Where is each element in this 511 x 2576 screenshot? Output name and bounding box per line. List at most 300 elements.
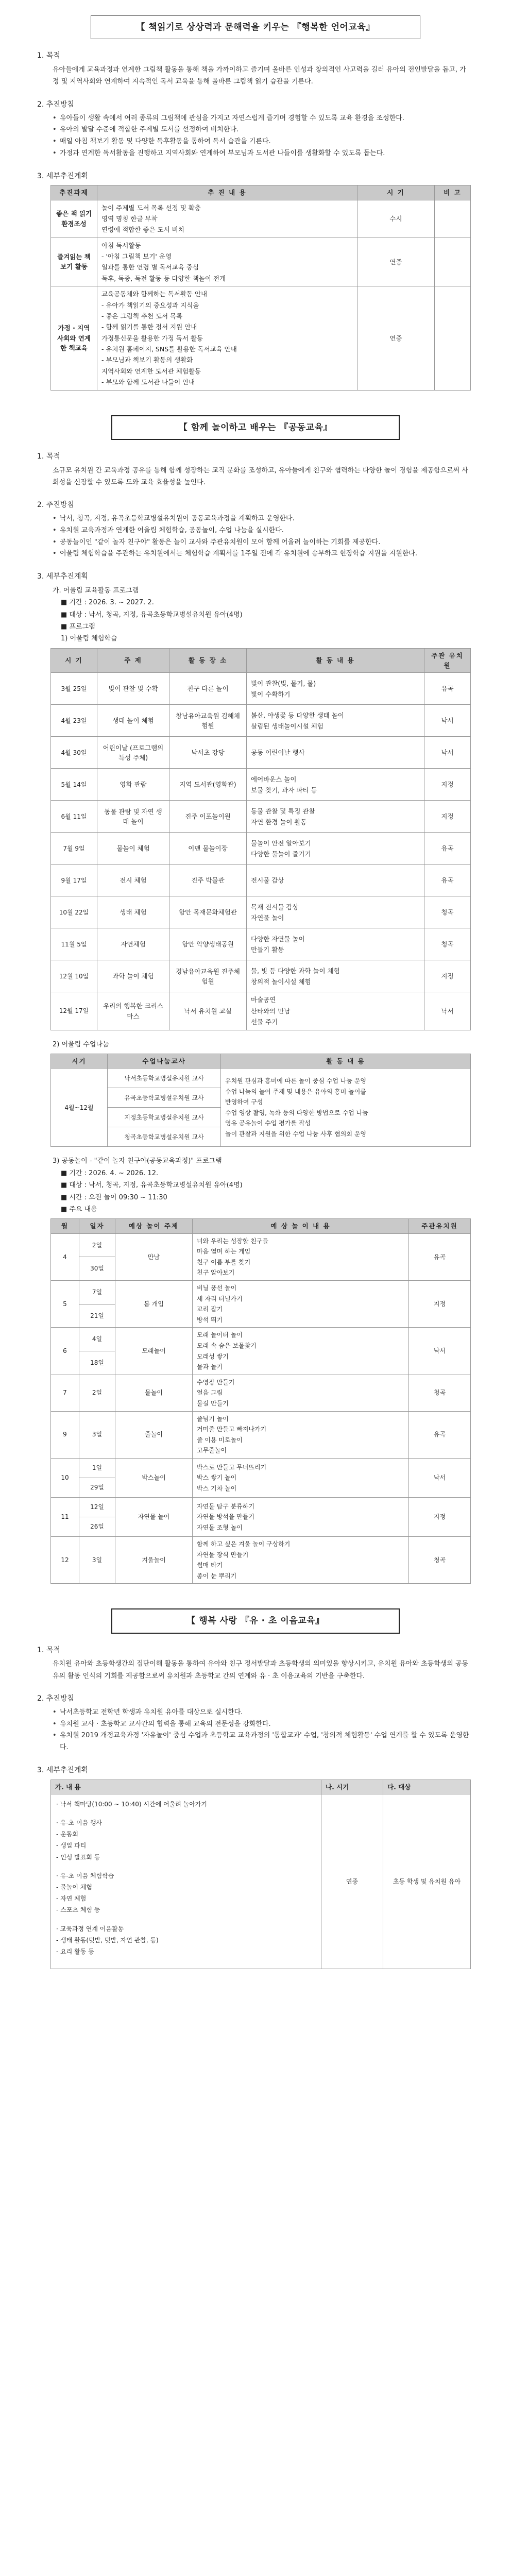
day-cell: 4일 [79,1328,115,1351]
host-cell: 청곡 [424,896,471,928]
activity-line: 동물 관찰 및 특징 관찰 [251,807,315,815]
activity-cell [247,992,424,1030]
task-cell: 좋은 책 읽기 환경조성 [51,200,97,238]
content-line: 자연물 조형 놀이 [197,1523,243,1531]
host-cell: 청곡 [409,1536,471,1583]
content-line: 거미줄 만들고 빠져나가기 [197,1426,267,1433]
content-line: 물길 만들기 [197,1399,229,1407]
content-line: · 낙서 책마당(10:00 ~ 10:40) 시간에 어울려 놀아가기 [56,1800,207,1808]
content-line: 모래 속 숨은 보물찾기 [197,1342,257,1350]
content-line: ■ 주요 내용 [61,1205,97,1213]
host-cell: 낙서 [424,992,471,1030]
content-line: - 유아가 책읽기의 중요성과 지식을 [101,301,199,309]
table-row [51,1794,471,1969]
note-cell [435,238,471,286]
joint-play-rows [51,1233,471,1584]
table-row [51,928,471,960]
policy-list [53,113,471,160]
table-row [51,769,471,801]
policy-item: • 유치원 교육과정과 연계한 어울림 체험학습, 공동놀이, 수업 나눔을 실시한다. [53,525,471,537]
month-cell: 6 [51,1328,79,1375]
month-cell: 12 [51,1536,79,1583]
activity-cell [247,705,424,737]
content-line: 모래 놀이터 놀이 [197,1331,243,1339]
activity-line: 자연 환경 놀이 활동 [251,818,307,826]
content-line: 영역 명칭 한글 부착 [101,214,158,223]
policy-item: • 낙서초등학교 전학년 학생과 유치원 유아를 대상으로 실시한다. [53,1707,471,1719]
date-cell: 11월 5일 [51,928,97,960]
table-row [51,1375,471,1411]
date-cell: 4월 30일 [51,737,97,769]
target-cell: 초등 학생 및 유치원 유아 [383,1794,471,1969]
target-line: ■ 대상 : 낙서, 청곡, 지정, 유곡초등학교병설유치원 유아(4명) [61,1181,243,1190]
content-line: · 유-초 이음 체험학습 [56,1872,114,1879]
place-cell: 진주 이포놀이원 [169,801,247,833]
table-row [51,960,471,992]
host-cell: 낙서 [424,737,471,769]
content-cell [193,1375,409,1411]
table-row [51,1536,471,1583]
activity-line: 빛이 수확하기 [251,690,291,698]
content-line: - 유치원 홈페이지, SNS를 활용한 독서교육 안내 [101,345,237,353]
content-line: - 부모와 함께 도서관 나들이 안내 [101,378,195,386]
section-title: 【 책읽기로 상상력과 문해력을 키우는 『행복한 언어교육』 [91,15,420,39]
topic-cell: 빛이 관찰 및 수확 [97,673,169,705]
topic-cell: 생태 체험 [97,896,169,928]
content-line: 방석 뛰기 [197,1316,223,1324]
content-line: 줄넘기 놀이 [197,1415,229,1422]
month-cell: 10 [51,1458,79,1497]
activity-cell [247,960,424,992]
task-cell: 즐겨읽는 책보기 활동 [51,238,97,286]
place-cell: 이맨 물놀이장 [169,833,247,865]
content-line: 가정통신문을 활용한 가정 독서 활동 [101,334,203,342]
table-row [51,705,471,737]
activity-cell [247,833,424,865]
table-row [51,238,471,286]
table-row [51,737,471,769]
theme-cell: 박스놀이 [115,1458,193,1497]
purpose-text: 유아들에게 교육과정과 연계한 그림책 활동을 통해 책을 가까이하고 즐기며 올바른 인성과 창의적인 사고력을 길러 유아의 전인발달을 돕고, 가정 및 지역사회와 연계하여 지속적인 독서 교육을 통해 올바른 그림책 읽기 습관을 기른다. [53,66,466,86]
host-cell: 지정 [424,769,471,801]
heading-plan: 3. 세부추진계획 [37,172,88,180]
place-cell: 진주 박물관 [169,865,247,896]
table-row [51,1497,471,1517]
content-line: 박스 기차 놀이 [197,1484,237,1492]
content-line: 교육공동체와 함께하는 독서활동 안내 [101,290,208,298]
col-header: 활 동 장 소 [169,648,247,673]
policy-list [53,513,471,560]
content-line: 유치원 관심과 흥미에 따른 놀이 중심 수업 나눔 운영 [225,1077,366,1085]
section-title: 【 함께 놀이하고 배우는 『공동교육』 [111,415,400,440]
table-row [51,673,471,705]
date-cell: 4월~12월 [51,1069,108,1147]
joint-play-table [50,1218,471,1584]
topic-cell: 영화 관람 [97,769,169,801]
activity-line: 마술공연 [251,996,276,1004]
topic-cell: 우리의 행복한 크리스마스 [97,992,169,1030]
content-line: 놀이 관찰과 지원을 위한 수업 나눔 사후 협의회 운영 [225,1130,366,1138]
host-cell: 청곡 [409,1375,471,1411]
activity-line: 살림된 생태놀이시설 체험 [251,722,323,730]
place-cell: 낙서초 강당 [169,737,247,769]
heading-policy: 2. 추진방침 [37,100,74,109]
policy-item: • 낙서, 청곡, 지정, 유곡초등학교병설유치원이 공동교육과정을 계획하고 운영한다. [53,513,471,525]
col-header: 활 동 내 용 [247,648,424,673]
content-line: 자연물 방석을 만들기 [197,1513,254,1521]
col-header: 수업나눔교사 [108,1054,221,1068]
month-cell: 5 [51,1281,79,1328]
date-cell: 4월 23일 [51,705,97,737]
program-subtitle: 3) 공동놀이 - "같이 놀자 친구야(공동교육과정)" 프로그램 [53,1157,222,1165]
bridge-plan-table [50,1780,471,1970]
content-line: 종이 눈 뿌리기 [197,1572,237,1580]
date-cell: 6월 11일 [51,801,97,833]
table-row [51,200,471,238]
policy-item: • 공동놀이인 "같이 놀자 친구야" 활동은 놀이 교사와 주관유치원이 모여 함께 어울려 놀이하는 기회를 제공한다. [53,537,471,549]
table-row [51,1458,471,1478]
activity-line: 다양한 물놀이 즐기기 [251,850,311,858]
host-cell: 유곡 [409,1233,471,1280]
heading-purpose: 1. 목적 [37,452,60,461]
theme-cell: 줄놀이 [115,1411,193,1458]
col-header: 시기 [51,1054,108,1068]
content-cell [193,1411,409,1458]
teacher-cell: 유곡초등학교병설유치원 교사 [108,1088,221,1108]
content-group [56,1923,316,1958]
policy-item: • 매일 아침 책보기 활동 및 다양한 독후활동을 통하여 독서 습관을 기른다. [53,136,471,148]
activity-line: 봄산, 야생꽃 등 다양한 생태 놀이 [251,711,344,719]
content-line: 수업 나눔의 놀이 주제 및 내용은 유아의 흥미 놀이를 [225,1088,366,1095]
content-line: 수업 영상 촬영, 녹화 등의 다양한 방법으로 수업 나눔 [225,1109,368,1116]
when-cell: 연중 [321,1794,383,1969]
content-line: 마음 열며 하는 게임 [197,1248,251,1256]
content-line: 함께 하고 싶은 겨울 놀이 구상하기 [197,1540,291,1548]
task-cell: 가정 · 지역사회와 연계한 책교육 [51,286,97,390]
section-title: 【 행복 사랑 『유 · 초 이음교육』 [111,1608,400,1633]
content-line: - 운동회 [56,1831,78,1838]
content-cell [97,238,357,286]
content-line: - 생일 파티 [56,1842,87,1850]
heading-plan: 3. 세부추진계획 [37,572,88,581]
content-cell [193,1458,409,1497]
activity-cell [247,865,424,896]
teacher-cell: 지정초등학교병설유치원 교사 [108,1108,221,1127]
note-cell [435,286,471,390]
date-cell: 5월 14일 [51,769,97,801]
content-line: - 인성 발표회 등 [56,1853,100,1861]
content-line: 박스 쌓기 놀이 [197,1474,237,1482]
host-cell: 유곡 [424,865,471,896]
content-cell [97,200,357,238]
section-kindergarten-elementary [30,1608,481,1969]
content-line: 놀이 주제별 도서 목록 선정 및 확충 [101,204,201,212]
field-trip-rows [51,673,471,1030]
content-line: - '아침 그림책 보기' 운영 [101,252,172,261]
host-cell: 낙서 [424,705,471,737]
col-header: 예상 놀이 주제 [115,1219,193,1233]
content-line: - 자연 체험 [56,1895,87,1903]
table-row [51,1411,471,1458]
col-header: 추 진 내 용 [97,185,357,200]
host-cell: 청곡 [424,928,471,960]
activity-line: 다양한 자연물 놀이 [251,935,305,943]
day-cell: 2일 [79,1375,115,1411]
table-row [51,1233,471,1257]
topic-cell: 물놀이 체험 [97,833,169,865]
table-row [51,865,471,896]
theme-cell: 만남 [115,1233,193,1280]
place-cell: 함안 악양생태공원 [169,928,247,960]
table-row [51,1069,471,1088]
target-line: ■ 대상 : 낙서, 청곡, 지정, 유곡초등학교병설유치원 유아(4명) [61,611,243,619]
content-line: - 요리 활동 등 [56,1947,94,1955]
host-cell: 지정 [409,1281,471,1328]
content-line: - 생태 활동(텃밭, 텃밭, 자연 관찰, 등) [56,1936,159,1944]
period-line: ■ 기간 : 2026. 4. ~ 2026. 12. [61,1169,159,1177]
day-cell: 29일 [79,1478,115,1497]
col-header: 나. 시기 [321,1780,383,1794]
host-cell: 유곡 [424,833,471,865]
time-line: ■ 시간 : 오전 놀이 09:30 ~ 11:30 [61,1193,167,1201]
content-cell [193,1497,409,1536]
content-line: 세 자리 터널가기 [197,1295,243,1302]
place-cell: 낙서 유치원 교실 [169,992,247,1030]
program-subtitle: 1) 어울림 체험학습 [61,635,117,643]
activity-cell [247,673,424,705]
content-cell [193,1233,409,1280]
when-cell: 연중 [357,238,435,286]
host-cell: 지정 [409,1497,471,1536]
content-group [56,1799,316,1810]
topic-cell: 동물 관람 및 자연 생태 놀이 [97,801,169,833]
col-header: 주 제 [97,648,169,673]
content-line: - 함께 읽기를 통한 정서 지원 안내 [101,323,197,331]
day-cell: 12일 [79,1497,115,1517]
activity-line: 선물 주기 [251,1018,278,1026]
table-row [51,896,471,928]
topic-cell: 어린이날 (프로그램의 특성 주체) [97,737,169,769]
activity-line: 물놀이 안전 알아보기 [251,839,311,847]
month-cell: 7 [51,1375,79,1411]
activity-cell [247,769,424,801]
place-cell: 함안 목재문화체험관 [169,896,247,928]
period-line: ■ 기간 : 2026. 3. ~ 2027. 2. [61,599,154,607]
policy-item: • 유치원 교사 · 초등학교 교사간의 협력을 통해 교육의 전문성을 강화한다. [53,1719,471,1731]
col-header: 일자 [79,1219,115,1233]
table-row [51,992,471,1030]
when-cell: 연중 [357,286,435,390]
content-line: 친구 알아보기 [197,1269,235,1277]
content-line: 독후, 독중, 독전 활동 등 다양한 책놀이 전개 [101,274,226,282]
activity-cell [247,801,424,833]
section-joint-education [30,415,481,1584]
col-header: 추진과제 [51,185,97,200]
teacher-cell: 낙서초등학교병설유치원 교사 [108,1069,221,1088]
policy-item: • 유치원 2019 개정교육과정 '자유놀이' 중심 수업과 초등학교 교육과정의 '통합교과' 수업, '창의적 체험활동' 수업 연계를 할 수 있도록 운영한다. [53,1730,471,1754]
day-cell: 3일 [79,1536,115,1583]
col-header: 월 [51,1219,79,1233]
day-cell: 7일 [79,1281,115,1304]
content-line: 너와 우리는 성장할 친구들 [197,1237,268,1245]
host-cell: 지정 [424,960,471,992]
content-cell [51,1794,321,1969]
theme-cell: 봄 개입 [115,1281,193,1328]
content-line: 비닐 풍선 놀이 [197,1284,237,1292]
col-header: 비 고 [435,185,471,200]
day-cell: 2일 [79,1233,115,1257]
activity-line: 공동 어린이날 행사 [251,749,305,757]
topic-cell: 과학 놀이 체험 [97,960,169,992]
activity-cell [247,737,424,769]
topic-cell: 생태 놀이 체험 [97,705,169,737]
col-header: 다. 대상 [383,1780,471,1794]
content-line: 줄 이용 미로놀이 [197,1436,243,1444]
day-cell: 1일 [79,1458,115,1478]
date-cell: 7월 9일 [51,833,97,865]
section-language-education [30,15,481,391]
activity-cell [247,896,424,928]
content-line: - 좋은 그림책 추천 도서 목록 [101,312,183,320]
content-cell [97,286,357,390]
content-line: 모래성 쌓기 [197,1352,229,1360]
table-row [51,1281,471,1304]
policy-item: • 유아의 발달 수준에 적합한 주제별 도서를 선정하여 비치한다. [53,124,471,136]
host-cell: 낙서 [409,1458,471,1497]
date-cell: 10월 22일 [51,896,97,928]
content-line: · 유-초 이음 행사 [56,1819,103,1827]
content-line: - 스포츠 체험 등 [56,1906,100,1914]
content-cell [193,1328,409,1375]
day-cell: 30일 [79,1257,115,1281]
content-line: 꼬리 잡기 [197,1306,223,1313]
theme-cell: 겨울놀이 [115,1536,193,1583]
activity-line: 목재 전시물 감상 [251,903,299,911]
content-cell [193,1536,409,1583]
table-row [51,801,471,833]
month-cell: 11 [51,1497,79,1536]
heading-policy: 2. 추진방침 [37,1694,74,1703]
date-cell: 9월 17일 [51,865,97,896]
activity-cell [247,928,424,960]
activity-line: 전시물 감상 [251,876,284,885]
activity-line: 자연물 놀이 [251,913,284,922]
activity-line: 물, 빛 등 다양한 과학 놀이 체험 [251,967,340,975]
content-group [56,1817,316,1863]
content-line: 자연물 장식 만들기 [197,1551,249,1558]
field-trip-table [50,648,471,1030]
col-header: 시 기 [51,648,97,673]
theme-cell: 물놀이 [115,1375,193,1411]
content-cell [193,1281,409,1328]
activity-line: 산타와의 만남 [251,1007,291,1015]
activity-line: 보물 찾기, 과자 파티 등 [251,786,317,794]
theme-cell: 모래놀이 [115,1328,193,1375]
content-line: 친구 이름 부를 찾기 [197,1258,251,1266]
col-header: 가. 내 용 [51,1780,321,1794]
day-cell: 26일 [79,1517,115,1536]
content-line: · 교육과정 연계 이음활동 [56,1925,124,1933]
activity-line: 창의적 놀이시설 체험 [251,977,311,986]
content-line: 물과 놀기 [197,1363,223,1371]
content-line: - 물놀이 체험 [56,1884,92,1891]
policy-list [53,1707,471,1754]
day-cell: 21일 [79,1304,115,1328]
content-line: 얼음 그림 [197,1389,223,1397]
content-line: 반영하여 구성 [225,1098,263,1106]
col-header: 주관 유치원 [424,648,471,673]
content-line: 영유 공유놀이 수업 평가를 작성 [225,1120,311,1127]
day-cell: 3일 [79,1411,115,1458]
activity-line: 빛이 관찰(빛, 물기, 물) [251,679,316,687]
table-row [51,286,471,390]
host-cell: 지정 [424,801,471,833]
table-row [51,1328,471,1351]
content-line: 지역사회와 연계한 도서관 체험활동 [101,367,201,375]
class-sharing-table [50,1054,471,1147]
col-header: 활 동 내 용 [221,1054,471,1068]
content-line: - 부모님과 책보기 활동의 생활화 [101,356,193,364]
date-cell: 3월 25일 [51,673,97,705]
content-group [56,1870,316,1916]
heading-plan: 3. 세부추진계획 [37,1766,88,1774]
host-cell: 유곡 [409,1411,471,1458]
purpose-text: 소규모 유치원 간 교육과정 공유를 통해 함께 성장하는 교직 문화를 조성하고, 유아들에게 친구와 협력하는 다양한 놀이 경험을 제공함으로써 사회성을 신장할 수 있도록 도와 교육 효율성을 높인다. [53,466,468,486]
policy-item: • 가정과 연계한 독서활동을 진행하고 지역사회와 연계하여 부모님과 도서관 나들이를 생활화할 수 있도록 돕는다. [53,148,471,160]
content-line: 수영장 만들기 [197,1378,235,1386]
table-row [51,833,471,865]
topic-cell: 전시 체험 [97,865,169,896]
sub-heading: 가. 어울림 교육활동 프로그램 [53,586,139,595]
content-line: 아침 독서활동 [101,241,141,249]
activity-line: 만들기 활동 [251,945,284,954]
date-cell: 12월 17일 [51,992,97,1030]
date-cell: 12월 10일 [51,960,97,992]
place-cell: 지역 도서관(영화관) [169,769,247,801]
teacher-cell: 청곡초등학교병설유치원 교사 [108,1127,221,1147]
content-line: 고무줄놀이 [197,1447,227,1454]
topic-cell: 자연체험 [97,928,169,960]
policy-item: • 유아들이 생활 속에서 여러 종류의 그림책에 관심을 가지고 자연스럽게 즐기며 경험할 수 있도록 교육 환경을 조성한다. [53,113,471,125]
day-cell: 18일 [79,1351,115,1375]
purpose-text: 유치원 유아와 초등학생간의 집단이해 활동을 통하여 유아와 친구 정서발달과 초등학생의 의미있을 향상시키고, 유치원 유아와 초등학생의 공동 유의 활동 인식의 기회를 제공함으로써 유치원과 초등학교 간의 연계와 유 · 초 이음교육의 기반을 구축한다. [53,1660,469,1680]
when-cell: 수시 [357,200,435,238]
heading-purpose: 1. 목적 [37,52,60,60]
heading-purpose: 1. 목적 [37,1646,60,1654]
place-cell: 친구 다른 놀이 [169,673,247,705]
policy-item: • 어울림 체험학습을 주관하는 유치원에서는 체험학습 계획서를 1주일 전에 각 유치원에 송부하고 현장학습 지원을 지원한다. [53,548,471,560]
host-cell: 낙서 [409,1328,471,1375]
col-header: 예 상 놀 이 내 용 [193,1219,409,1233]
plan-table [50,185,471,390]
content-line: 자연물 탐구 분류하기 [197,1502,254,1510]
content-line: 박스로 만들고 무너뜨리기 [197,1463,267,1471]
host-cell: 유곡 [424,673,471,705]
heading-policy: 2. 추진방침 [37,501,74,510]
col-header: 주관유치원 [409,1219,471,1233]
content-line: 썰매 타기 [197,1562,223,1569]
place-cell: 경남유아교육원 진주체험원 [169,960,247,992]
content-cell [221,1069,471,1147]
month-cell: 4 [51,1233,79,1280]
activity-line: 에어바운스 놀이 [251,775,297,783]
program-line: ■ 프로그램 [61,622,95,631]
place-cell: 창남유아교육원 김해체험원 [169,705,247,737]
col-header: 시 기 [357,185,435,200]
month-cell: 9 [51,1411,79,1458]
theme-cell: 자연물 놀이 [115,1497,193,1536]
content-line: 연령에 적합한 좋은 도서 비치 [101,226,184,234]
